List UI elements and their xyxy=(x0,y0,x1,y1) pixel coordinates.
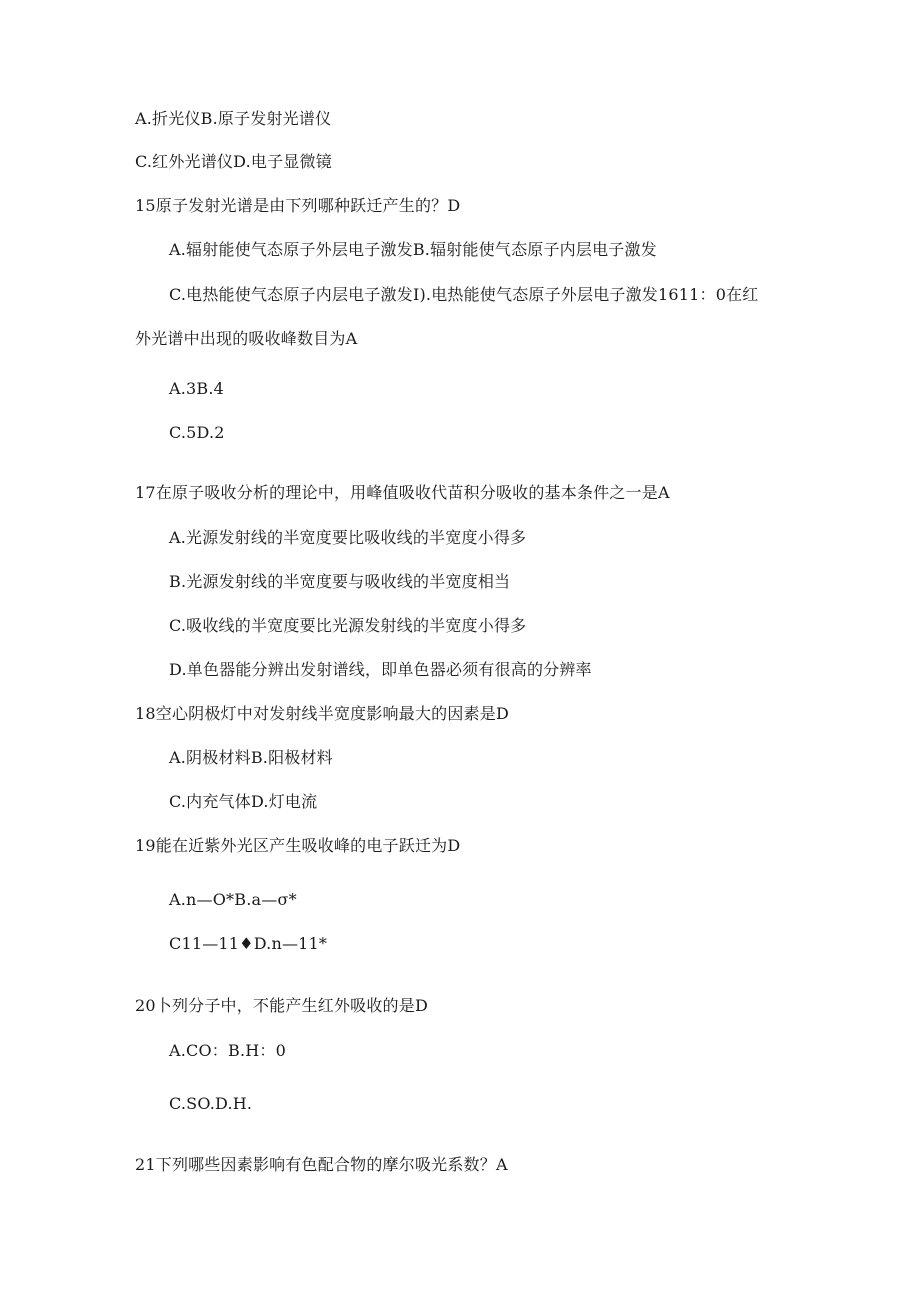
option-line: A.3B.4 xyxy=(169,379,225,398)
option-line: C.电热能使气态原子内层电子激发I).电热能使气态原子外层电子激发1611：0在红 xyxy=(169,285,759,304)
option-line: C.吸收线的半宽度要比光源发射线的半宽度小得多 xyxy=(169,616,527,635)
question-17: 17在原子吸收分析的理论中，用峰值吸收代苗积分吸收的基本条件之一是A xyxy=(135,483,670,502)
question-21: 21下列哪些因素影响有色配合物的摩尔吸光系数？A xyxy=(135,1155,508,1174)
option-line: B.光源发射线的半宽度要与吸收线的半宽度相当 xyxy=(169,572,511,591)
question-19: 19能在近紫外光区产生吸收峰的电子跃迁为D xyxy=(135,836,461,855)
option-line: A.辐射能使气态原子外层电子激发B.辐射能使气态原子内层电子激发 xyxy=(169,240,657,259)
option-line: C11—11♦D.n—11* xyxy=(169,934,328,953)
option-line: A.n—O*B.a—σ* xyxy=(169,890,297,909)
option-line: A.阴极材料B.阳极材料 xyxy=(169,748,333,767)
text-line: C.红外光谱仪D.电子显微镜 xyxy=(135,152,332,171)
option-line: A.光源发射线的半宽度要比吸收线的半宽度小得多 xyxy=(169,528,527,547)
option-line: C.5D.2 xyxy=(169,423,225,442)
option-line: C.SO.D.H. xyxy=(169,1094,253,1113)
option-line: A.CO：B.H：0 xyxy=(169,1041,286,1060)
question-18: 18空心阴极灯中对发射线半宽度影响最大的因素是D xyxy=(135,704,509,723)
question-20: 20卜列分子中，不能产生红外吸收的是D xyxy=(135,996,428,1015)
question-16: 外光谱中出现的吸收峰数目为A xyxy=(135,329,358,348)
option-line: D.单色器能分辨出发射谱线，即单色器必须有很高的分辨率 xyxy=(169,660,592,679)
question-15: 15原子发射光谱是由下列哪种跃迁产生的？D xyxy=(135,196,461,215)
text-line: A.折光仪B.原子发射光谱仪 xyxy=(135,109,332,128)
option-line: C.内充气体D.灯电流 xyxy=(169,792,318,811)
